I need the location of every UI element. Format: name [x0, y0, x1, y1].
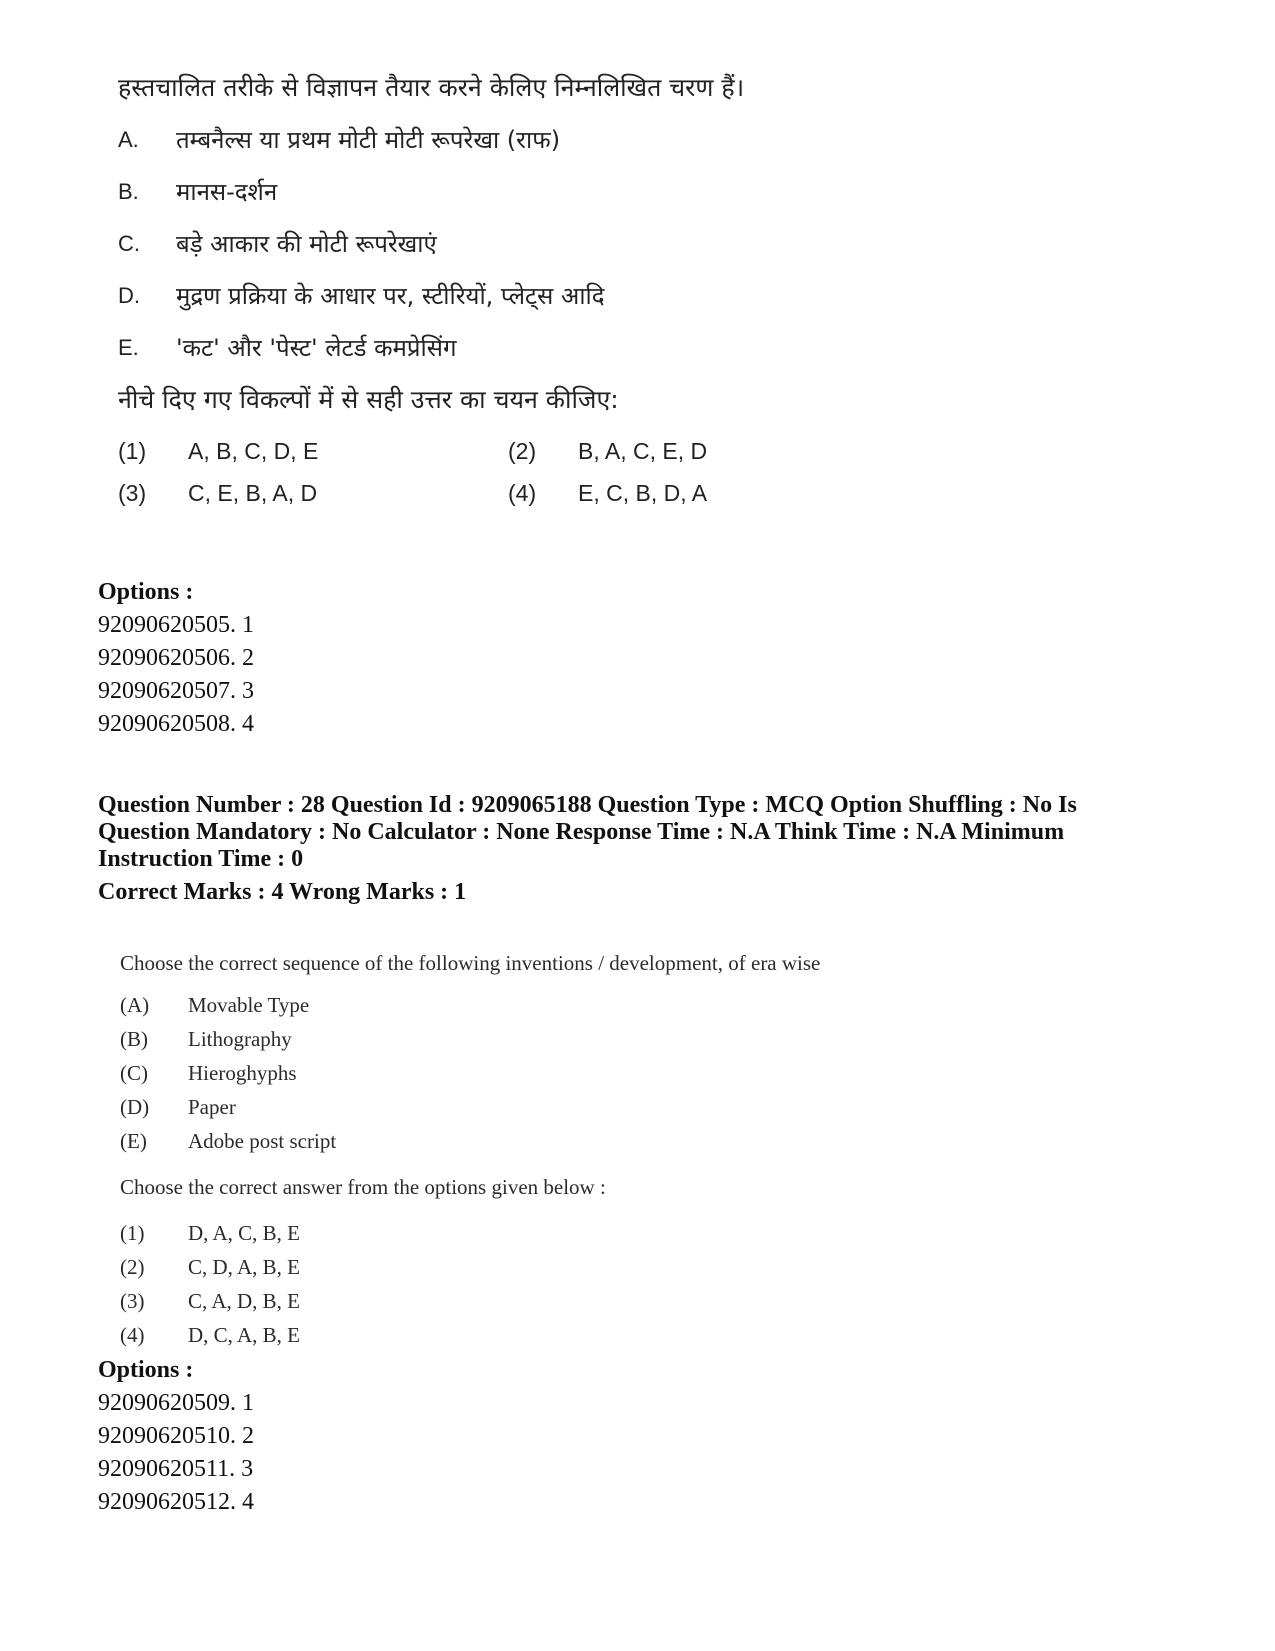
meta-line: Question Mandatory : No Calculator : None Response Time : N.A Think Time : N.A Minimum [98, 819, 1065, 845]
option-line: 92090620510. 2 [98, 1423, 254, 1449]
q27-item-c [118, 218, 898, 270]
choice-text: D, C, A, B, E [188, 1323, 301, 1347]
q27-question-image [118, 62, 898, 514]
choice-text: C, E, B, A, D [188, 480, 318, 506]
q28-item-c [120, 1056, 980, 1090]
choice-text: C, D, A, B, E [188, 1255, 301, 1279]
q28-options [98, 1354, 254, 1519]
q27-intro: हस्तचालित तरीके से विज्ञापन तैयार करने केलिए निम्नलिखित चरण हैं। [118, 73, 745, 102]
q27-item-text: 'कट' और 'पेस्ट' लेटर्ड कमप्रेसिंग [176, 334, 457, 362]
q27-item-label: C. [118, 231, 140, 256]
q28-metadata [98, 792, 1178, 906]
meta-line: Instruction Time : 0 [98, 846, 304, 872]
q27-choice-4 [508, 472, 898, 514]
choice-number: (1) [120, 1221, 145, 1245]
choice-text: A, B, C, D, E [188, 438, 319, 464]
option-line: 92090620506. 2 [98, 645, 254, 671]
q28-item-text: Lithography [188, 1027, 292, 1051]
q27-item-text: तम्बनैल्स या प्रथम मोटी मोटी रूपरेखा (राफ) [176, 126, 561, 154]
choice-number: (4) [120, 1323, 145, 1347]
q27-item-label: A. [118, 127, 139, 152]
q27-item-label: E. [118, 335, 139, 360]
choice-number: (1) [118, 438, 147, 464]
q28-item-label: (A) [120, 993, 150, 1017]
q28-choice-1 [120, 1216, 980, 1250]
options-heading: Options : [98, 579, 194, 605]
option-line: 92090620508. 4 [98, 711, 254, 737]
choice-number: (2) [508, 438, 537, 464]
marks-line: Correct Marks : 4 Wrong Marks : 1 [98, 879, 467, 905]
q28-item-label: (D) [120, 1095, 150, 1119]
q28-item-a [120, 988, 980, 1022]
q28-instruction: Choose the correct answer from the options given below : [120, 1175, 606, 1199]
q27-choice-row [118, 430, 898, 472]
q28-item-d [120, 1090, 980, 1124]
q28-question-text: Choose the correct sequence of the following inventions / development, of era wise [120, 951, 821, 975]
q27-item-a [118, 114, 898, 166]
q28-item-text: Adobe post script [188, 1129, 337, 1153]
q28-item-e [120, 1124, 980, 1158]
option-line: 92090620509. 1 [98, 1390, 254, 1416]
choice-text: D, A, C, B, E [188, 1221, 301, 1245]
choice-number: (3) [118, 480, 147, 506]
options-heading: Options : [98, 1357, 194, 1383]
q27-item-d [118, 270, 898, 322]
choice-text: B, A, C, E, D [578, 438, 708, 464]
q28-choice-3 [120, 1284, 980, 1318]
q28-item-label: (C) [120, 1061, 148, 1085]
choice-text: C, A, D, B, E [188, 1289, 301, 1313]
choice-number: (2) [120, 1255, 145, 1279]
q28-item-text: Movable Type [188, 993, 310, 1017]
choice-number: (3) [120, 1289, 145, 1313]
q28-item-text: Hieroghyphs [188, 1061, 297, 1085]
q28-choice-2 [120, 1250, 980, 1284]
option-line: 92090620505. 1 [98, 612, 254, 638]
option-line: 92090620507. 3 [98, 678, 254, 704]
q27-item-text: बड़े आकार की मोटी रूपरेखाएं [176, 230, 437, 258]
q27-choice-2 [508, 430, 898, 472]
choice-number: (4) [508, 480, 537, 506]
q27-options [98, 576, 254, 741]
q27-item-text: मानस-दर्शन [176, 178, 278, 206]
q27-choice-row [118, 472, 898, 514]
q28-item-b [120, 1022, 980, 1056]
meta-line: Question Number : 28 Question Id : 9209065188 Question Type : MCQ Option Shuffling : No Is [98, 792, 1077, 818]
q27-choice-1 [118, 430, 508, 472]
q27-item-label: D. [118, 283, 140, 308]
q28-item-label: (E) [120, 1129, 147, 1153]
q28-item-text: Paper [188, 1095, 236, 1119]
q27-choice-3 [118, 472, 508, 514]
q27-item-label: B. [118, 179, 139, 204]
q27-instruction: नीचे दिए गए विकल्पों में से सही उत्तर का चयन कीजिए: [118, 385, 619, 414]
q28-question-image [120, 946, 980, 1352]
q28-item-label: (B) [120, 1027, 148, 1051]
q27-item-text: मुद्रण प्रक्रिया के आधार पर, स्टीरियों, प्लेट्स आदि [176, 282, 605, 310]
option-line: 92090620511. 3 [98, 1456, 254, 1482]
choice-text: E, C, B, D, A [578, 480, 708, 506]
q27-item-e [118, 322, 898, 374]
q27-answer-choices [118, 430, 898, 514]
q28-choice-4 [120, 1318, 980, 1352]
q27-item-b [118, 166, 898, 218]
option-line: 92090620512. 4 [98, 1489, 254, 1515]
